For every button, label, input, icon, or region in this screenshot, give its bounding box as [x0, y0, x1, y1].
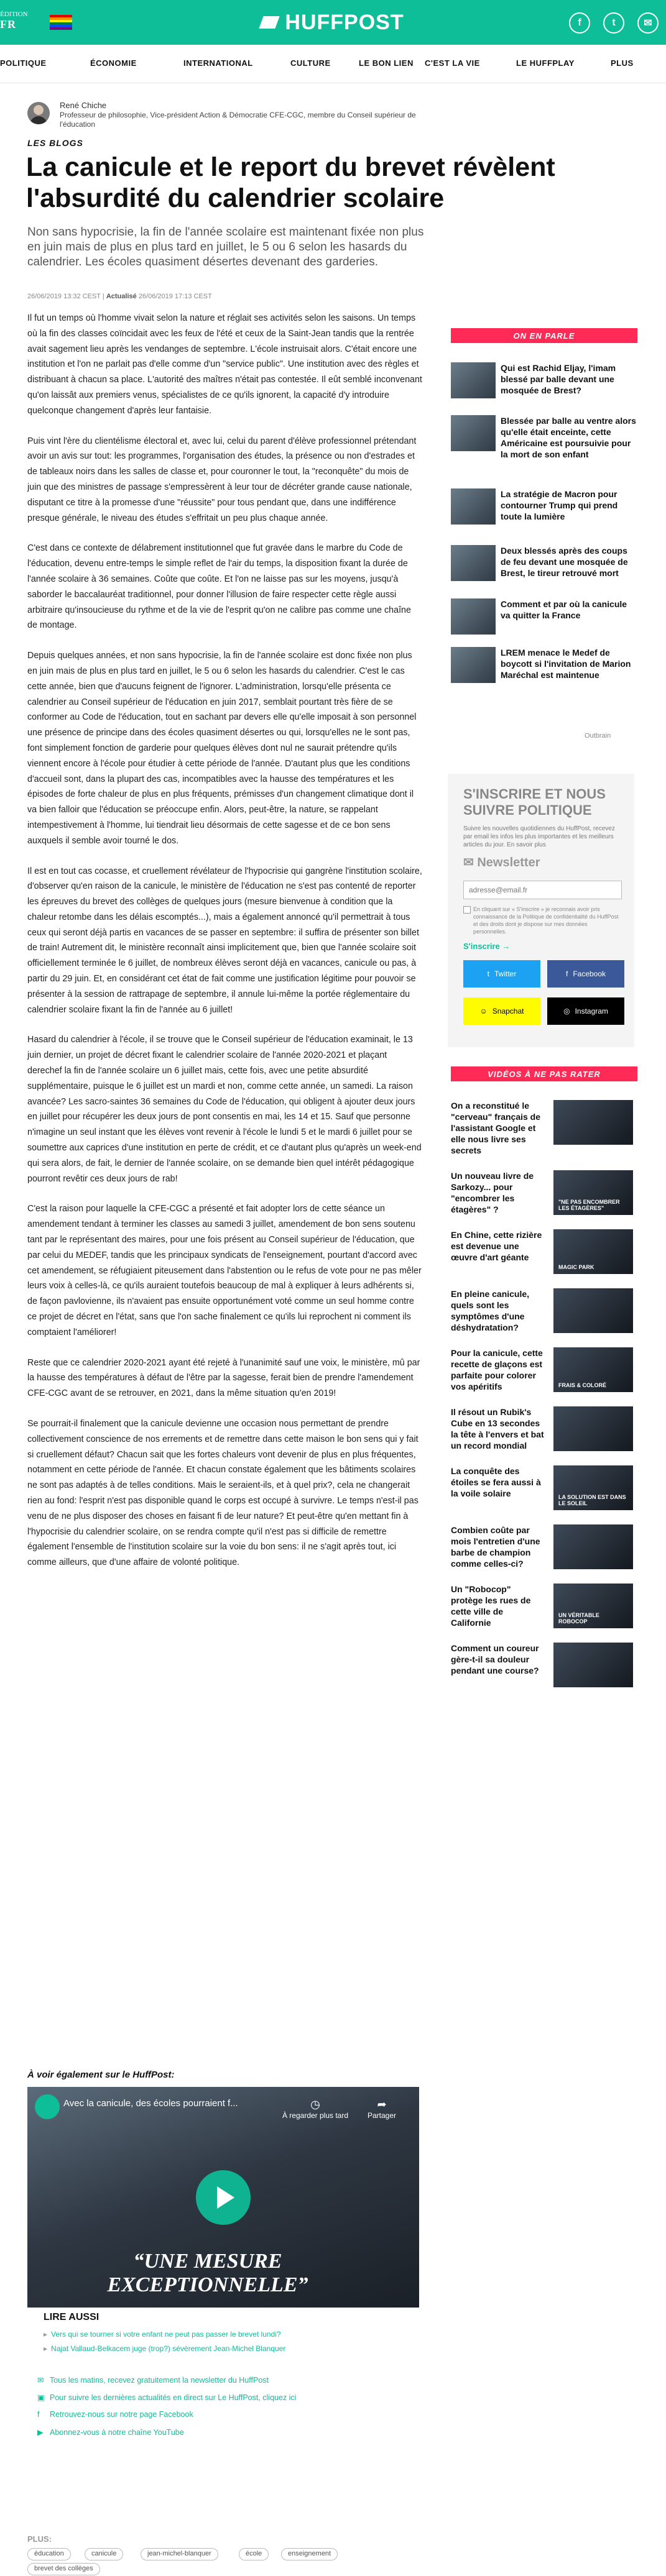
- video-thumbnail: [553, 1100, 633, 1145]
- list-item-title: Deux blessés après des coups de feu devant une mosquée de Brest, le tireur retrouvé mort: [501, 546, 628, 578]
- avatar[interactable]: [27, 102, 50, 124]
- video-title: En Chine, cette rizière est devenue une œuvre d'art géante: [451, 1230, 542, 1262]
- twitter-follow-button[interactable]: t Twitter: [463, 960, 540, 988]
- nav-item-culture[interactable]: CULTURE: [290, 58, 331, 68]
- video-thumbnail: MAGIC PARK: [553, 1229, 633, 1274]
- facebook-button[interactable]: [569, 12, 590, 34]
- instagram-follow-button[interactable]: ◎ Instagram: [547, 997, 624, 1025]
- list-item-title: Blessée par balle au ventre alors qu'elle était enceinte, cette Américaine est poursuivie pour la mort de son enfant: [501, 416, 636, 459]
- video-thumbnail: "NE PAS ENCOMBRER LES ÉTAGÈRES": [553, 1170, 633, 1215]
- instagram-icon: ◎: [563, 1007, 570, 1015]
- thumbnail: [451, 362, 496, 398]
- on-en-parle-heading: ON EN PARLE: [451, 328, 637, 343]
- snapchat-icon: ☺: [479, 1007, 488, 1015]
- promo-link[interactable]: ▶ Abonnez-vous à notre chaîne YouTube: [37, 2428, 184, 2437]
- article-dek: Non sans hypocrisie, la fin de l'année scolaire est maintenant fixée non plus en juin mais de plus en plus tard en juillet, le 5 ou 6 selon les hasards du calendrier. Les écoles quasiment désertes devenant des garderies.: [27, 226, 424, 268]
- facebook-icon: f: [565, 969, 568, 978]
- video-thumbnail: LA SOLUTION EST DANS LE SOLEIL: [553, 1465, 633, 1510]
- related-link[interactable]: ▸ Najat Vallaud-Belkacem juge (trop?) sévèrement Jean-Michel Blanquer: [44, 2344, 285, 2353]
- tag[interactable]: brevet des collèges: [27, 2563, 100, 2575]
- nav-item-international[interactable]: INTERNATIONAL: [183, 58, 253, 68]
- nav-item-economie[interactable]: ÉCONOMIE: [90, 58, 137, 68]
- also-see-heading: À voir également sur le HuffPost:: [27, 2070, 175, 2080]
- consent-checkbox[interactable]: En cliquant sur « S'inscrire » je reconnais avoir pris connaissance de la Politique de confidentialité du HuffPost et des droits dont je dispose sur mes données personnelles.: [463, 905, 622, 935]
- nav-item-politique[interactable]: POLITIQUE: [0, 58, 47, 68]
- share-button[interactable]: ➦ Partager: [357, 2098, 407, 2120]
- rainbow-flag-icon: [50, 15, 72, 30]
- video-title: Combien coûte par mois l'entretien d'une barbe de champion comme celles-ci?: [451, 1525, 540, 1569]
- email-icon: ✉: [644, 18, 652, 29]
- clock-icon: ◷: [310, 2098, 320, 2111]
- newsletter-label: ✉ Newsletter: [463, 856, 540, 869]
- video-title: Avec la canicule, des écoles pourraient f...: [63, 2098, 238, 2109]
- video-title: La conquête des étoiles se fera aussi à la voile solaire: [451, 1466, 541, 1498]
- promo-link[interactable]: ✉ Tous les matins, recevez gratuitement la newsletter du HuffPost: [37, 2376, 269, 2385]
- article-paragraph: Il est en tout cas cocasse, et cruellement révélateur de l'hypocrisie qui gangrène l'institution scolaire, d'observer qu'en raison de la canicule, le ministère de l'éducation ne s'est pas contenté de reporter les épreuves du brevet des collèges de quelques jours (mesure bienvenue à condition que la chaleur retombe dans les délais escomptés...), mais a également annoncé qu'il permettrait à tous ceux qui seront déjà partis en vacances de se passer en septembre: il suffira de présenter son billet de train! Autrement dit, le ministère reconnaît ainsi implicitement que, bien que l'année scolaire soit officiellement terminée le 6 juillet, de nombreux élèves seront déjà en vacances, canicule ou pas, à partir du 29 juin. Et, en considérant cet état de fait comme une justification légitime pour pouvoir se présenter à la session de rattrapage de septembre, il annule lui-même la portée réglementaire du calendrier scolaire fixant la fin de l'année au 6 juillet!: [27, 866, 422, 1015]
- nav-item-huffplay[interactable]: LE HUFFPLAY: [516, 58, 575, 68]
- nav-item-cest-la-vie[interactable]: C'EST LA VIE: [425, 58, 480, 68]
- snapchat-follow-button[interactable]: ☺ Snapchat: [463, 997, 540, 1025]
- tag[interactable]: enseignement: [281, 2548, 338, 2560]
- video-thumbnail: [553, 1288, 633, 1333]
- tags-heading: PLUS:: [27, 2534, 52, 2544]
- author-bio: Professeur de philosophie, Vice-président Action & Démocratie CFE-CGC, membre du Conseil supérieur de l'éducation: [60, 111, 416, 129]
- logo-text: HUFFPOST: [285, 10, 404, 34]
- thumbnail: [451, 545, 496, 581]
- tag[interactable]: école: [239, 2548, 269, 2560]
- article-paragraph: Depuis quelques années, et non sans hypocrisie, la fin de l'année scolaire est donc fixée non plus en juin mais de plus en plus tard en juillet, le 5 ou 6 selon les hasards du calendrier. C'est le cas cette année, bien que d'aucuns feignent de l'ignorer. L'administration, lorsqu'elle présenta ce calendrier au Conseil supérieur de l'éducation en juin 2017, semblait pourtant très fière de se conformer au Code de l'éducation, tout en sachant par devers elle qu'elle imposait à son personnel une présence de principe dans des écoles quasiment désertes ou qui, lorsqu'elles ne le sont pas, font simplement fonction de garderie pour quelques élèves dont nul ne saurait prétendre qu'ils viennent encore à l'école pour étudier à cette période de l'année. D'autant plus que les conditions d'accueil sont, dans la plupart des cas, incompatibles avec la hausse des températures et les épisodes de forte chaleur de plus en plus fréquents, prémisses d'un changement climatique dont il va bien falloir que l'éducation se préoccupe enfin. Alors, peut-être, la nature, se rappelant intempestivement à l'homme, lui tiendrait lieu désormais de cette sagesse et de ce bon sens auxquels il semble avoir tourné le dos.: [27, 651, 417, 846]
- videos-heading: VIDÉOS À NE PAS RATER: [451, 1066, 637, 1081]
- huffpost-logo[interactable]: [239, 10, 426, 35]
- tag[interactable]: canicule: [85, 2548, 123, 2560]
- thumbnail: [451, 488, 496, 525]
- edition-label: ÉDITION: [0, 11, 28, 18]
- author-block: [27, 99, 425, 131]
- promo-link[interactable]: ▣ Pour suivre les dernières actualités en direct sur Le HuffPost, cliquez ici: [37, 2393, 297, 2402]
- facebook-icon: f: [37, 2410, 40, 2419]
- article-paragraph: C'est la raison pour laquelle la CFE-CGC a présenté et fait adopter lors de cette séance un amendement tendant à terminer les classes au samedi 3 juillet, amendement de bon sens soutenu tant par le représentant des maires, pour une fois présent au Conseil supérieur de l'éducation, que par celui du MEDEF, tandis que les principaux syndicats de l'enseignement, pourtant d'accord avec cet amendement, se réfugiaient piteusement dans l'abstention ou le refus de vote pour ne pas mêler leurs voix à celles-là, ce qu'ils auraient toutefois beaucoup de mal à expliquer à leurs adhérents si, de façon pavlovienne, ils n'avaient pas ensuite opportunément voté comme un seul homme contre ce projet de décret en l'état, sans que l'on sache finalement ce qu'ils lui reprochent ni comment ils comptaient l'améliorer!: [27, 1204, 422, 1337]
- list-item-title: LREM menace le Medef de boycott si l'invitation de Marion Maréchal est maintenue: [501, 648, 631, 680]
- video-player[interactable]: [27, 2087, 419, 2308]
- watch-later-button[interactable]: ◷ À regarder plus tard: [282, 2098, 349, 2120]
- email-field[interactable]: adresse@email.fr: [463, 881, 622, 899]
- edition-switcher[interactable]: [0, 9, 37, 29]
- video-title: Comment un coureur gère-t-il sa douleur pendant une course?: [451, 1643, 539, 1675]
- facebook-icon: f: [578, 17, 581, 28]
- nav-item-plus[interactable]: PLUS: [611, 58, 634, 68]
- article-dates: 26/06/2019 13:32 CEST | Actualisé 26/06/2019 17:13 CEST: [27, 293, 212, 300]
- video-thumbnail: [553, 1643, 633, 1687]
- article-paragraph: Reste que ce calendrier 2020-2021 ayant été rejeté à l'unanimité sauf une voix, le ministère, mû par la hausse des températures à défaut de l'être par la sagesse, ferait bien de prendre l'amendement CFE-CGC avant de se retrouver, en 2021, dans la même situation qu'en 2019!: [27, 1357, 420, 1399]
- list-item-title: Qui est Rachid Eljay, l'imam blessé par balle devant une mosquée de Brest?: [501, 363, 616, 395]
- article-paragraph: Puis vint l'ère du clientélisme électoral et, avec lui, celui du parent d'élève professionnel prétendant avoir un avis sur tout: les programmes, l'organisation des études, la présence ou non d'estrades et de tableaux noirs dans les salles de classe et, pour couronner le tout, la "reconquête" du mois de juin que des ministres de passage s'empressèrent à leur tour de décréter grande cause nationale, disputant ce titre à la promesse d'une "réussite" pour tous pendant que, dans une indifférence presque générale, le niveau des études s'effritait un peu plus chaque année.: [27, 436, 417, 523]
- updated-date: 26/06/2019 17:13 CEST: [138, 293, 212, 300]
- bell-icon: ▣: [37, 2393, 45, 2402]
- article-body: [27, 311, 422, 1585]
- list-item-title: La stratégie de Macron pour contourner Trump qui prend toute la lumière: [501, 489, 618, 521]
- video-title: Un "Robocop" protège les rues de cette ville de Californie: [451, 1584, 531, 1628]
- video-title: Il résout un Rubik's Cube en 13 secondes la tête à l'envers et bat un record mondial: [451, 1407, 544, 1451]
- email-button[interactable]: [637, 12, 659, 34]
- promo-link[interactable]: f Retrouvez-nous sur notre page Facebook: [37, 2410, 193, 2419]
- newsletter-box: [448, 774, 634, 1047]
- twitter-icon: t: [612, 17, 616, 28]
- email-icon: ✉: [37, 2376, 44, 2385]
- outbrain-label[interactable]: Outbrain: [585, 732, 611, 740]
- play-button[interactable]: [196, 2170, 251, 2225]
- video-thumbnail: FRAIS & COLORÉ: [553, 1347, 633, 1392]
- page-title: La canicule et le report du brevet révèlent l'absurdité du calendrier scolaire: [26, 152, 555, 213]
- tag[interactable]: jean-michel-blanquer: [141, 2548, 218, 2560]
- main-nav: [0, 45, 666, 83]
- newsletter-title: S'INSCRIRE ET NOUS SUIVRE POLITIQUE: [463, 786, 606, 818]
- author-name[interactable]: René Chiche: [60, 101, 107, 110]
- envelope-icon: ✉: [463, 856, 478, 869]
- twitter-icon: t: [487, 969, 489, 978]
- related-link[interactable]: ▸ Vers qui se tourner si votre enfant ne peut pas passer le brevet lundi?: [44, 2330, 281, 2339]
- video-thumbnail: UN VÉRITABLE ROBOCOP: [553, 1584, 633, 1628]
- video-title: On a reconstitué le "cerveau" français de l'assistant Google et elle nous livre ses secrets: [451, 1101, 541, 1155]
- youtube-icon: ▶: [37, 2428, 44, 2437]
- share-icon: ➦: [377, 2098, 387, 2111]
- video-title: Un nouveau livre de Sarkozy... pour "encombrer les étagères" ?: [451, 1171, 534, 1214]
- video-title: Pour la canicule, cette recette de glaçons est parfaite pour colorer vos apéritifs: [451, 1348, 543, 1391]
- article-paragraph: Se pourrait-il finalement que la canicule devienne une occasion nous permettant de prendre collectivement conscience de nos errements et de remettre dans cette maison le bon sens qui y fait si cruellement défaut? Chacun sait que les fortes chaleurs vont devenir de plus en plus fréquentes, notamment en cette période de l'année. Et chacun constate également que les bâtiments scolaires ne sont pas adaptés à de telles conditions. Mais le seraient-ils, et à quel prix?, cela ne changerait rien au fond: l'esprit n'est pas disponible quand le corps est occupé à survivre. Le temps n'est-il pas venu de ne plus disposer des choses en faisant fi de leur nature? Et peut-être qu'en mettant fin à l'hypocrisie du calendrier scolaire, on se rendra compte qu'il n'est pas si difficile de remettre également l'ensemble de l'institution scolaire sur la voie du bon sens: il ne s'agit après tout, ici comme ailleurs, que d'une affaire de volonté politique.: [27, 1419, 419, 1568]
- tag[interactable]: éducation: [27, 2548, 71, 2560]
- logo-mark-icon: [261, 14, 280, 31]
- channel-badge-icon: [35, 2094, 60, 2119]
- nav-item-le-bon-lien[interactable]: LE BON LIEN: [359, 58, 414, 68]
- newsletter-subtitle: Suivre les nouvelles quotidiennes du HuffPost, recevez par email les infos les plus importantes et les meilleurs articles du jour. En savoir plus: [463, 825, 615, 848]
- video-quote: “UNE MESURE EXCEPTIONNELLE”: [107, 2250, 308, 2296]
- video-thumbnail: [553, 1524, 633, 1569]
- video-thumbnail: [553, 1406, 633, 1451]
- section-kicker[interactable]: LES BLOGS: [27, 138, 83, 148]
- article-paragraph: Hasard du calendrier à l'école, il se trouve que le Conseil supérieur de l'éducation examinait, le 13 juin dernier, un projet de décret fixant le calendrier scolaire de l'année 2020-2021 et plaçant derechef la fin de l'année scolaire un 6 juillet mais, cette fois, avec une petite absurdité supplémentaire, puisque le 6 juillet est un mardi et non, comme cette année, un samedi. La raison avancée? Les sacro-saintes 36 semaines du Code de l'éducation, qui obligent à ajouter deux jours en juillet pour récupérer les deux jours de pont consentis en mai, les 14 et 15. Sauf que personne n'imagine un seul instant que les élèves vont revenir à l'école le lundi 5 et le mardi 6 juillet pour se soumettre aux caprices d'une institution en perte de crédit, et ce d'autant plus qu'après un week-end qui sera alors, de fait, le dernier de l'année scolaire, on se demande bien quel intérêt pédagogique pourront revêtir ces deux jours de rab!: [27, 1035, 422, 1184]
- list-item-title: Comment et par où la canicule va quitter la France: [501, 599, 627, 620]
- facebook-follow-button[interactable]: f Facebook: [547, 960, 624, 988]
- updated-label: Actualisé: [106, 293, 137, 300]
- thumbnail: [451, 598, 496, 635]
- published-date: 26/06/2019 13:32 CEST: [27, 293, 101, 300]
- article-paragraph: Il fut un temps où l'homme vivait selon la nature et réglait ses activités selon les saisons. Un temps où la fin des classes coïncidait avec les feux de l'été et ceux de la Saint-Jean tandis que la rentrée avait sagement lieu après les vendanges de septembre. L'école instruisait alors. C'était encore une institution et l'on ne parlait pas d'elle comme d'un "service public". Une institution avec des règles et distribuant à chacun sa place. L'autorité des maîtres n'était pas contestée. Il eût semblé inconvenant qu'on laissât aux premiers venus, spécialistes de ce qu'ils ignorent, la capacité d'y introduire quelconque changement d'après leur fantaisie.: [27, 313, 422, 416]
- thumbnail: [451, 647, 496, 683]
- top-bar: [0, 0, 666, 45]
- lire-aussi-heading: LIRE AUSSI: [44, 2312, 99, 2322]
- thumbnail: [451, 415, 496, 451]
- twitter-button[interactable]: [603, 12, 624, 34]
- article-paragraph: C'est dans ce contexte de délabrement institutionnel que fut gravée dans le marbre du Code de l'éducation, devenu entre-temps le simple reflet de l'air du temps, la disposition fixant la durée de l'année scolaire à 36 semaines. Coûte que coûte. Et l'on ne laisse pas sur les moyens, jusqu'à saborder le baccalauréat traditionnel, pour donner l'illusion de faire respecter cette règle aussi arbitraire qu'insoucieuse du rythme et de la vie de l'esprit qu'on ne calibre pas comme une chaîne de montage.: [27, 543, 411, 631]
- tag-list: [27, 2548, 425, 2573]
- subscribe-button[interactable]: S'inscrire →: [463, 942, 511, 951]
- video-title: En pleine canicule, quels sont les symptômes d'une déshydratation?: [451, 1289, 530, 1332]
- edition-code: FR: [0, 18, 16, 30]
